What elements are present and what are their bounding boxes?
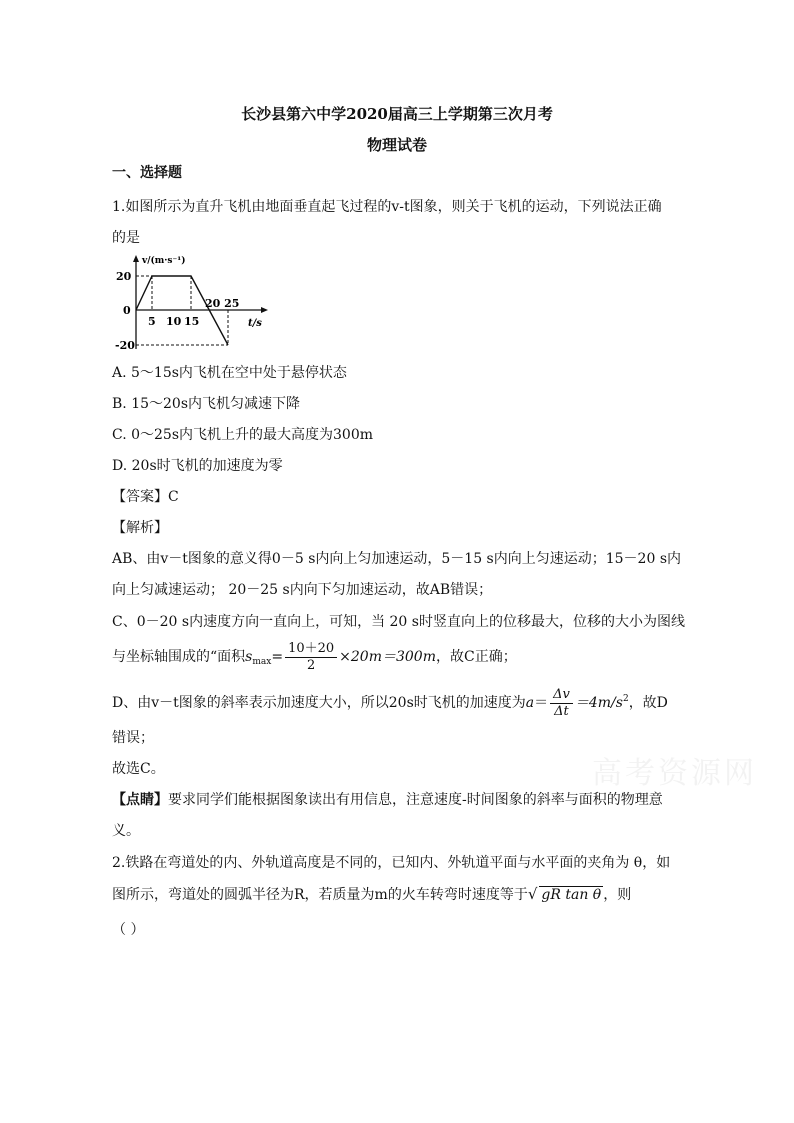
q1-option-c: C. 0～25s内飞机上升的最大高度为300m [112, 427, 374, 443]
formula-c-numerator: 10＋20 [285, 641, 337, 658]
q1-analysis-ab-line2: 向上匀减速运动； 20－25 s内向下匀加速运动，故AB错误； [112, 582, 493, 598]
q2-line1: 2.铁路在弯道处的内、外轨道高度是不同的，已知内、外轨道平面与水平面的夹角为 θ，如 [112, 855, 671, 871]
formula-c-denominator: 2 [306, 657, 316, 673]
graph-x-ticks-20-25: 20 25 [205, 297, 240, 310]
q1-conclusion: 故选C。 [112, 761, 165, 777]
q1-tip-line2: 义。 [112, 823, 140, 839]
formula-d-sup: 2 [622, 694, 629, 704]
sqrt-content: gR tan θ [541, 887, 602, 903]
q1-option-b: B. 15～20s内飞机匀减速下降 [112, 396, 301, 412]
q1-tip-line1 [112, 790, 663, 810]
graph-ylabel: v/(m·s⁻¹) [142, 256, 186, 266]
q1-stem-line1: 1.如图所示为直升飞机由地面垂直起飞过程的v-t图象，则关于飞机的运动，下列说法正确 [112, 199, 662, 215]
q1-analysis-c-line1: C、0－20 s内速度方向一直向上，可知，当 20 s时竖直向上的位移最大，位移的大小为图线 [112, 614, 685, 630]
q2-answer-blank: （ ） [112, 922, 145, 938]
c-line2-prefix: 与坐标轴围成的“面积 [112, 649, 246, 665]
formula-s-sub: max [252, 657, 272, 667]
graph-x-tick-5: 5 [148, 315, 156, 328]
d-line1-prefix: D、由v－t图象的斜率表示加速度大小，所以20s时飞机的加速度为 [112, 695, 526, 711]
q2-line2 [112, 884, 631, 905]
page-subtitle: 物理试卷 [366, 136, 427, 154]
formula-a: a [525, 695, 535, 711]
formula-d-eq: ＝ [534, 695, 549, 711]
c-line2-suffix: ，故C正确； [436, 649, 517, 665]
formula-d-denominator: Δt [554, 703, 569, 719]
sqrt-radical-sign: √ [527, 885, 538, 903]
formula-s: s [245, 649, 253, 665]
q1-analysis-heading: 【解析】 [112, 520, 168, 536]
vt-graph [112, 253, 272, 353]
graph-y-bottom: -20 [115, 339, 135, 352]
q1-option-a: A. 5～15s内飞机在空中处于悬停状态 [112, 365, 347, 381]
q1-analysis-ab-line1: AB、由v－t图象的意义得0－5 s内向上匀加速运动，5－15 s内向上匀速运动；15－20 s内 [112, 551, 682, 567]
q1-tip-heading: 【点睛】 [112, 792, 168, 808]
graph-x-tick-10: 10 [166, 315, 182, 328]
formula-d-rest: ＝4m/s [574, 695, 623, 711]
q1-analysis-d-line2: 错误； [112, 730, 154, 746]
q1-option-d: D. 20s时飞机的加速度为零 [112, 458, 283, 474]
v-axis-arrow [133, 255, 139, 262]
q1-analysis-c-line2 [112, 640, 517, 679]
graph-xlabel: t/s [248, 318, 262, 329]
q2-line2-prefix: 图所示，弯道处的圆弧半径为R，若质量为m的火车转弯时速度等于 [112, 887, 528, 903]
formula-c-eq: = [271, 649, 284, 665]
q1-analysis-d-line1 [112, 682, 668, 720]
formula-c-fraction [285, 641, 337, 674]
d-line1-suffix: ，故D [628, 695, 668, 711]
page-title: 长沙县第六中学2020届高三上学期第三次月考 [241, 105, 553, 123]
formula-c-rest: ×20m＝300m [339, 649, 436, 665]
graph-x-tick-15: 15 [184, 315, 200, 328]
q1-stem-line2: 的是 [112, 230, 140, 246]
q2-line2-suffix: ，则 [603, 887, 632, 903]
q1-answer: 【答案】C [112, 489, 179, 505]
q1-tip-text: 要求同学们能根据图象读出有用信息，注意速度-时间图象的斜率与面积的物理意 [168, 792, 663, 808]
t-axis-arrow [261, 307, 268, 313]
graph-y-top: 20 [116, 270, 132, 283]
formula-d-numerator: Δv [550, 687, 573, 704]
graph-y-zero: 0 [123, 304, 131, 317]
watermark: 高考资源网 [592, 756, 757, 791]
formula-d-fraction [550, 687, 573, 720]
section-heading: 一、选择题 [112, 165, 182, 181]
